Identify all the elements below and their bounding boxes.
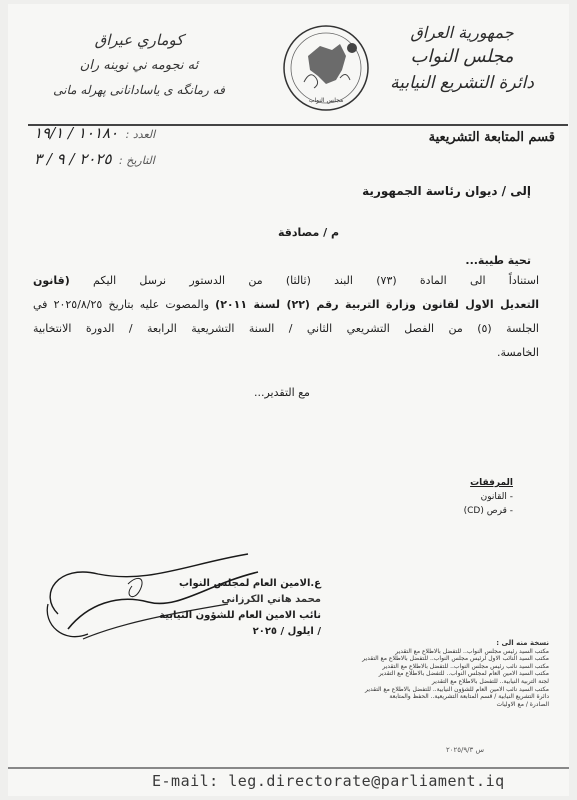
footer-divider (8, 767, 569, 769)
date-value: ٢٠٢٥ / ٩ / ٣ (34, 150, 112, 168)
cc-item: لجنة التربية النيابية.. للتفضل بالاطلاع مع التقدير (431, 677, 549, 685)
footer-email[interactable]: E-mail: leg.directorate@parliament.iq (152, 772, 505, 790)
cc-item: مكتب السيد نائب الامين العام للشؤون النيابية.. للتفضل بالاطلاع مع التقدير (365, 685, 549, 693)
attachment-item: - قرص (CD) (463, 506, 513, 516)
body-line-1-text: استناداً الى المادة (٧٣) البند (ثالثا) من الدستور نرسل اليكم (93, 274, 540, 287)
number-value: ١٠١٨٠ / ١٩/١ (34, 124, 119, 142)
cc-heading: نسخة منه الى : (496, 639, 549, 647)
institution-name-kurdish: ئه نجومه ني نوينه ران (79, 58, 199, 73)
body-line-2-law: التعديل الاول لقانون وزارة التربية رقم (٢٢) لسنة ٢٠١١) (215, 298, 539, 311)
cc-item: مكتب السيد رئيس مجلس النواب.. للتفضل بالاطلاع مع التقدير (395, 647, 549, 655)
signature-block (159, 576, 321, 640)
body-line-2-text: والمصوت عليه بتاريخ ٢٠٢٥/٨/٢٥ في (33, 298, 210, 311)
cc-footer-note: س ٢٠٢٥/٩/٣ (446, 746, 485, 754)
closing-regards: مع التقدير... (254, 386, 310, 399)
department-name: قسم المتابعة التشريعية (428, 130, 555, 145)
signatory-name: محمد هاني الكرزاني (221, 594, 321, 605)
letterhead-arabic (367, 22, 557, 96)
body-line-4: الخامسة. (497, 346, 539, 359)
svg-text:مجلس النواب: مجلس النواب (308, 97, 344, 104)
body-line-2 (33, 298, 539, 311)
cc-item: دائرة التشريع النيابية / قسم المتابعة التشريعية.. الحفظ والمتابعة (389, 693, 549, 701)
country-name-kurdish: كوماري عيراق (94, 31, 184, 49)
emblem-icon (280, 22, 372, 114)
signature-date: / ايلول / ٢٠٢٥ (252, 626, 321, 637)
cc-item: الصادرة / مع الاوليات (496, 700, 549, 708)
attachments-heading: المرفقات (470, 478, 513, 488)
document-date (34, 150, 155, 168)
recipient: إلى / ديوان رئاسة الجمهورية (362, 184, 531, 198)
subject: م / مصادقة (278, 226, 340, 239)
body-line-3: الجلسة (٥) من الفصل التشريعي الثاني / السنة التشريعية الرابعة / الدورة الانتخابية (33, 322, 539, 335)
document-number (34, 124, 155, 142)
number-label: العدد : (125, 128, 156, 141)
greeting: تحية طيبة... (465, 254, 531, 267)
attachments (464, 476, 513, 518)
directorate-name-kurdish: فه رمانگه ى ياسادانانى پهرله مانى (53, 83, 225, 97)
attachment-item: - القانون (480, 492, 513, 502)
document-page (8, 4, 569, 796)
signatory-title: ع.الامين العام لمجلس النواب (178, 578, 321, 589)
cc-item: مكتب السيد الامين العام لمجلس النواب.. للتفضل بالاطلاع مع التقدير (378, 670, 549, 678)
directorate-name: دائرة التشريع النيابية (390, 73, 534, 93)
parliament-emblem (280, 22, 372, 114)
body-line-1-law: (قانون (33, 274, 70, 287)
body-line-1 (33, 274, 539, 287)
country-name: جمهورية العراق (410, 23, 514, 42)
cc-item: مكتب السيد نائب رئيس مجلس النواب.. للتفضل بالاطلاع مع التقدير (382, 662, 549, 670)
cc-item: مكتب السيد النائب الاول لرئيس مجلس النواب.. للتفضل بالاطلاع مع التقدير (362, 655, 549, 663)
institution-name: مجلس النواب (410, 46, 514, 67)
cc-list (311, 640, 549, 708)
letterhead-kurdish (34, 26, 244, 102)
date-label: التاريخ : (119, 154, 155, 167)
signatory-role: نائب الامين العام للشؤون النيابية (159, 610, 321, 621)
